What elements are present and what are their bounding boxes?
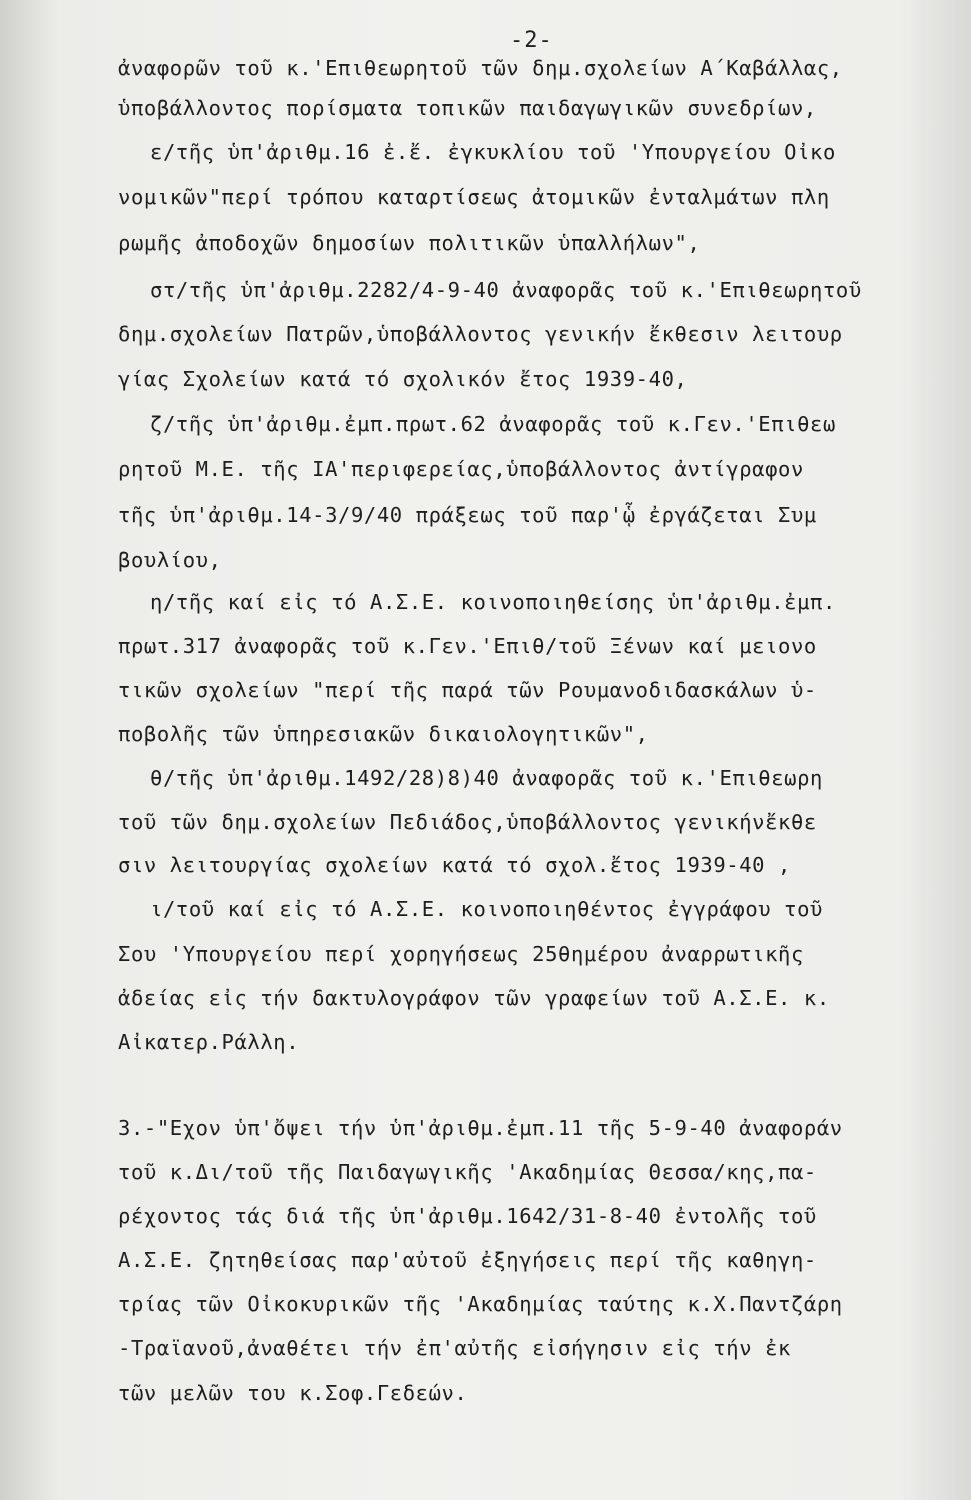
text-line: τοῦ κ.Δι/τοῦ τῆς Παιδαγωγικῆς 'Ακαδημίας Θεσσα/κης,πα- [118, 1160, 817, 1184]
text-line: ε/τῆς ὑπ'ἀριθμ.16 ἐ.ἔ. ἐγκυκλίου τοῦ 'Υπουργείου Οἰκο [150, 140, 836, 164]
text-line: σιν λειτουργίας σχολείων κατά τό σχολ.ἔτος 1939-40 , [118, 853, 791, 877]
text-line: ποβολῆς τῶν ὑπηρεσιακῶν δικαιολογητικῶν", [118, 722, 649, 746]
text-line: θ/τῆς ὑπ'ἀριθμ.1492/28)8)40 ἀναφορᾶς τοῦ κ.'Επιθεωρη [150, 766, 823, 790]
text-line: ζ/τῆς ὑπ'ἀριθμ.ἐμπ.πρωτ.62 ἀναφορᾶς τοῦ κ.Γεν.'Επιθεω [150, 412, 836, 436]
text-line: πρωτ.317 ἀναφορᾶς τοῦ κ.Γεν.'Επιθ/τοῦ Ξένων καί μειονο [118, 634, 817, 658]
text-line: ρωμῆς ἀποδοχῶν δημοσίων πολιτικῶν ὑπαλλήλων", [118, 231, 701, 255]
text-line: ι/τοῦ καί εἰς τό Α.Σ.Ε. κοινοποιηθέντος ἐγγράφου τοῦ [150, 897, 823, 921]
text-line: ρητοῦ Μ.Ε. τῆς ΙΑ'περιφερείας,ὑποβάλλοντος ἀντίγραφον [118, 457, 804, 481]
text-line: τοῦ τῶν δημ.σχολείων Πεδιάδος,ὑποβάλλοντος γενικήνἔκθε [118, 810, 817, 834]
text-line: τρίας τῶν Οἰκοκυρικῶν τῆς 'Ακαδημίας ταύτης κ.Χ.Παντζάρη [118, 1292, 843, 1316]
text-line: Σου 'Υπουργείου περί χορηγήσεως 25θημέρου ἀναρρωτικῆς [118, 942, 804, 966]
text-line: νομικῶν"περί τρόπου καταρτίσεως ἀτομικῶν ἐνταλμάτων πλη [118, 185, 830, 209]
page-number: -2- [510, 28, 553, 53]
text-line: γίας Σχολείων κατά τό σχολικόν ἔτος 1939-40, [118, 367, 688, 391]
text-line: τῆς ὑπ'ἀριθμ.14-3/9/40 πράξεως τοῦ παρ'ᾧ ἐργάζεται Συμ [118, 503, 817, 527]
text-line: η/τῆς καί εἰς τό Α.Σ.Ε. κοινοποιηθείσης ὑπ'ἀριθμ.ἐμπ. [150, 590, 836, 614]
text-line: ἀδείας εἰς τήν δακτυλογράφον τῶν γραφείων τοῦ Α.Σ.Ε. κ. [118, 986, 830, 1010]
text-line: ρέχοντος τάς διά τῆς ὑπ'ἀριθμ.1642/31-8-40 ἐντολῆς τοῦ [118, 1204, 817, 1228]
text-line: δημ.σχολείων Πατρῶν,ὑποβάλλοντος γενικήν ἔκθεσιν λειτουρ [118, 322, 843, 346]
text-line: ὑποβάλλοντος πορίσματα τοπικῶν παιδαγωγικῶν συνεδρίων, [118, 96, 817, 120]
text-line: τικῶν σχολείων "περί τῆς παρά τῶν Ρουμανοδιδασκάλων ὑ- [118, 678, 817, 702]
text-line: Α.Σ.Ε. ζητηθείσας παρ'αὐτοῦ ἐξηγήσεις περί τῆς καθηγη- [118, 1248, 817, 1272]
text-line: βουλίου, [118, 548, 222, 572]
text-line: 3.-"Εχον ὑπ'ὄψει τήν ὑπ'ἀριθμ.ἐμπ.11 τῆς 5-9-40 ἀναφοράν [118, 1116, 843, 1140]
text-line: ἀναφορῶν τοῦ κ.'Επιθεωρητοῦ τῶν δημ.σχολείων Α΄Καβάλλας, [118, 56, 843, 80]
text-line: στ/τῆς ὑπ'ἀριθμ.2282/4-9-40 ἀναφορᾶς τοῦ κ.'Επιθεωρητοῦ [150, 278, 862, 302]
text-line: Αἰκατερ.Ράλλη. [118, 1030, 300, 1054]
text-line: -Τραϊανοῦ,ἀναθέτει τήν ἐπ'αὐτῆς εἰσήγησιν εἰς τήν ἐκ [118, 1336, 791, 1360]
text-line: τῶν μελῶν του κ.Σοφ.Γεδεών. [118, 1381, 468, 1405]
